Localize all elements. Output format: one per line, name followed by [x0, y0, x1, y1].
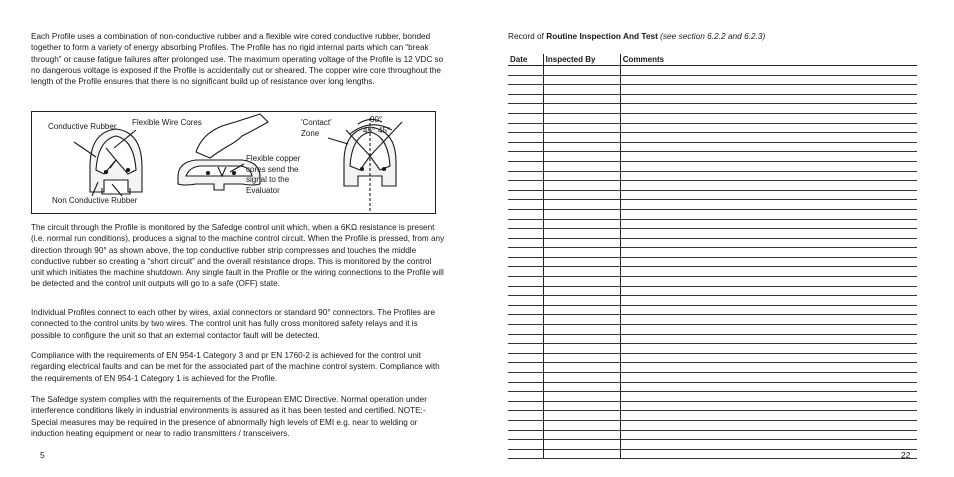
date-cell[interactable] [508, 219, 543, 229]
record-row[interactable] [508, 142, 917, 152]
inspected-by-cell[interactable] [543, 190, 620, 200]
date-cell[interactable] [508, 401, 543, 411]
record-row[interactable] [508, 420, 917, 430]
date-cell[interactable] [508, 420, 543, 430]
inspected-by-cell[interactable] [543, 85, 620, 95]
inspected-by-cell[interactable] [543, 315, 620, 325]
record-row[interactable] [508, 411, 917, 421]
comments-cell[interactable] [620, 123, 917, 133]
intro-paragraph [31, 31, 445, 87]
inspected-by-cell[interactable] [543, 334, 620, 344]
record-row[interactable] [508, 382, 917, 392]
label-conductive-rubber: Conductive Rubber [48, 122, 117, 131]
date-cell[interactable] [508, 113, 543, 123]
right-page [477, 0, 954, 477]
inspected-by-cell[interactable] [543, 325, 620, 335]
comments-cell[interactable] [620, 248, 917, 258]
date-cell[interactable] [508, 171, 543, 181]
record-row[interactable] [508, 229, 917, 239]
date-cell[interactable] [508, 181, 543, 191]
date-cell[interactable] [508, 344, 543, 354]
paragraph-emc: The Safedge system complies with the requirements of the European EMC Directive. Normal operation under interference conditions likely in industrial environments is assured as it has been tested and certified. NOTE:- Special measures may be required in the presence of abnormally high levels of EMI e.g. near to welding or induction heating equipment or near to radio transmitters / transceivers. [31, 395, 427, 438]
date-cell[interactable] [508, 152, 543, 162]
date-cell[interactable] [508, 133, 543, 143]
record-row[interactable] [508, 66, 917, 76]
comments-cell[interactable] [620, 277, 917, 287]
comments-cell[interactable] [620, 325, 917, 335]
date-cell[interactable] [508, 257, 543, 267]
comments-cell[interactable] [620, 200, 917, 210]
record-row[interactable] [508, 353, 917, 363]
record-row[interactable] [508, 123, 917, 133]
inspected-by-cell[interactable] [543, 411, 620, 421]
date-cell[interactable] [508, 353, 543, 363]
inspected-by-cell[interactable] [543, 200, 620, 210]
label-non-conductive-rubber: Non Conductive Rubber [52, 196, 138, 205]
date-cell[interactable] [508, 200, 543, 210]
comments-cell[interactable] [620, 363, 917, 373]
label-flexible-wire-cores: Flexible Wire Cores [132, 118, 202, 127]
record-row[interactable] [508, 219, 917, 229]
comments-cell[interactable] [620, 171, 917, 181]
record-row[interactable] [508, 440, 917, 450]
inspected-by-cell[interactable] [543, 133, 620, 143]
record-row[interactable] [508, 325, 917, 335]
date-cell[interactable] [508, 296, 543, 306]
inspected-by-cell[interactable] [543, 286, 620, 296]
paragraph-compliance: Compliance with the requirements of EN 954-1 Category 3 and pr EN 1760-2 is achieved for the control unit regarding electrical faults and can be met for the associated part of the machine control system. Compliance with the requirements of EN 954-1 Category 1 is achieved for the Profile. [31, 351, 440, 383]
title-prefix: Record of [508, 31, 547, 41]
date-cell[interactable] [508, 104, 543, 114]
comments-cell[interactable] [620, 229, 917, 239]
comments-cell[interactable] [620, 373, 917, 383]
comments-cell[interactable] [620, 152, 917, 162]
date-cell[interactable] [508, 229, 543, 239]
record-row[interactable] [508, 305, 917, 315]
inspected-by-cell[interactable] [543, 219, 620, 229]
comments-cell[interactable] [620, 382, 917, 392]
comments-cell[interactable] [620, 190, 917, 200]
comments-cell[interactable] [620, 334, 917, 344]
date-cell[interactable] [508, 238, 543, 248]
date-cell[interactable] [508, 267, 543, 277]
inspected-by-cell[interactable] [543, 161, 620, 171]
record-row[interactable] [508, 296, 917, 306]
column-header-date: Date [508, 54, 543, 66]
inspected-by-cell[interactable] [543, 123, 620, 133]
paragraph-profile-description: Each Profile uses a combination of non-conductive rubber and a flexible wire cored conductive rubber, bonded together to form a variety of energy absorbing Profiles. The Profile has no rigid internal parts which can “break through” or cause fatigue failures after prolonged use. The maximum operating voltage of the Profile is 12 VDC so no dangerous voltage is exposed if the Profile is accidentally cut or sheared. The copper wire core throughout the length of the Profile ensures that there is no significant build up of resistance over long lengths. [31, 32, 444, 87]
comments-cell[interactable] [620, 267, 917, 277]
comments-cell[interactable] [620, 94, 917, 104]
date-cell[interactable] [508, 334, 543, 344]
comments-cell[interactable] [620, 238, 917, 248]
date-cell[interactable] [508, 305, 543, 315]
circuit-paragraph [31, 222, 445, 290]
comments-cell[interactable] [620, 440, 917, 450]
connection-paragraph [31, 307, 445, 341]
inspected-by-cell[interactable] [543, 104, 620, 114]
date-cell[interactable] [508, 315, 543, 325]
comments-cell[interactable] [620, 315, 917, 325]
record-rows [508, 66, 917, 459]
profile-diagram [31, 111, 436, 214]
record-row[interactable] [508, 161, 917, 171]
title-italic: (see section 6.2.2 and 6.2.3) [660, 31, 766, 41]
record-row[interactable] [508, 181, 917, 191]
label-contact-zone: 'Contact' Zone [301, 118, 332, 138]
record-row[interactable] [508, 334, 917, 344]
record-row[interactable] [508, 190, 917, 200]
inspected-by-cell[interactable] [543, 392, 620, 402]
inspected-by-cell[interactable] [543, 373, 620, 383]
inspection-record-table [508, 54, 917, 459]
date-cell[interactable] [508, 449, 543, 459]
record-title [508, 31, 765, 41]
inspected-by-cell[interactable] [543, 94, 620, 104]
inspected-by-cell[interactable] [543, 257, 620, 267]
date-cell[interactable] [508, 277, 543, 287]
inspected-by-cell[interactable] [543, 238, 620, 248]
comments-cell[interactable] [620, 66, 917, 76]
date-cell[interactable] [508, 75, 543, 85]
date-cell[interactable] [508, 373, 543, 383]
inspected-by-cell[interactable] [543, 171, 620, 181]
inspected-by-cell[interactable] [543, 440, 620, 450]
record-row[interactable] [508, 113, 917, 123]
column-header-comments: Comments [620, 54, 917, 66]
label-angle-45-left: 45° [363, 126, 376, 135]
comments-cell[interactable] [620, 296, 917, 306]
record-row[interactable] [508, 238, 917, 248]
column-header-inspected-by: Inspected By [543, 54, 620, 66]
inspected-by-cell[interactable] [543, 344, 620, 354]
date-cell[interactable] [508, 209, 543, 219]
record-row[interactable] [508, 392, 917, 402]
record-row[interactable] [508, 267, 917, 277]
comments-cell[interactable] [620, 392, 917, 402]
record-row[interactable] [508, 315, 917, 325]
record-row[interactable] [508, 75, 917, 85]
comments-cell[interactable] [620, 209, 917, 219]
date-cell[interactable] [508, 392, 543, 402]
record-row[interactable] [508, 363, 917, 373]
record-row[interactable] [508, 85, 917, 95]
record-row[interactable] [508, 449, 917, 459]
comments-cell[interactable] [620, 85, 917, 95]
comments-cell[interactable] [620, 305, 917, 315]
comments-cell[interactable] [620, 142, 917, 152]
date-cell[interactable] [508, 190, 543, 200]
comments-cell[interactable] [620, 104, 917, 114]
inspected-by-cell[interactable] [543, 229, 620, 239]
inspected-by-cell[interactable] [543, 277, 620, 287]
inspected-by-cell[interactable] [543, 305, 620, 315]
comments-cell[interactable] [620, 430, 917, 440]
inspected-by-cell[interactable] [543, 401, 620, 411]
record-row[interactable] [508, 373, 917, 383]
label-angle-90: 90° [370, 115, 383, 124]
title-bold: Routine Inspection And Test [546, 31, 658, 41]
inspected-by-cell[interactable] [543, 353, 620, 363]
comments-cell[interactable] [620, 286, 917, 296]
date-cell[interactable] [508, 94, 543, 104]
paragraph-connections: Individual Profiles connect to each other by wires, axial connectors or standard 90° connectors. The Profiles are connected to the control units by two wires. The control unit has fully cross monitored safety relays and it is possible to configure the unit so that an external contactor fault will be detected. [31, 308, 436, 340]
inspected-by-cell[interactable] [543, 209, 620, 219]
inspected-by-cell[interactable] [543, 449, 620, 459]
inspected-by-cell[interactable] [543, 113, 620, 123]
inspected-by-cell[interactable] [543, 382, 620, 392]
record-row[interactable] [508, 200, 917, 210]
record-row[interactable] [508, 430, 917, 440]
comments-cell[interactable] [620, 449, 917, 459]
comments-cell[interactable] [620, 420, 917, 430]
record-row[interactable] [508, 401, 917, 411]
comments-cell[interactable] [620, 411, 917, 421]
record-row[interactable] [508, 277, 917, 287]
date-cell[interactable] [508, 363, 543, 373]
comments-cell[interactable] [620, 353, 917, 363]
comments-cell[interactable] [620, 113, 917, 123]
date-cell[interactable] [508, 66, 543, 76]
page-number-right: 22 [901, 450, 911, 460]
comments-cell[interactable] [620, 75, 917, 85]
comments-cell[interactable] [620, 344, 917, 354]
comments-cell[interactable] [620, 401, 917, 411]
paragraph-circuit-monitoring: The circuit through the Profile is monitored by the Safedge control unit which, when a 6KΩ resistance is present (i.e. normal run conditions), produces a signal to the machine control circuit. When the Profile is pressed, from any direction through 90° as shown above, the top conductive rubber strip compresses and touches the middle conductive rubber so creating a “short circuit” and the overall resistance drops. This is monitored by the control unit which initiates the machine shutdown. Any single fault in the Profile or the wiring connections to the Profile will be detected and the control unit outputs will go to a safe (OFF) state. [31, 223, 445, 289]
comments-cell[interactable] [620, 161, 917, 171]
record-row[interactable] [508, 94, 917, 104]
record-row[interactable] [508, 133, 917, 143]
inspected-by-cell[interactable] [543, 363, 620, 373]
inspected-by-cell[interactable] [543, 66, 620, 76]
comments-cell[interactable] [620, 219, 917, 229]
record-row[interactable] [508, 257, 917, 267]
date-cell[interactable] [508, 325, 543, 335]
comments-cell[interactable] [620, 133, 917, 143]
date-cell[interactable] [508, 142, 543, 152]
date-cell[interactable] [508, 440, 543, 450]
inspected-by-cell[interactable] [543, 296, 620, 306]
comments-cell[interactable] [620, 257, 917, 267]
record-row[interactable] [508, 104, 917, 114]
date-cell[interactable] [508, 382, 543, 392]
date-cell[interactable] [508, 85, 543, 95]
label-flexible-copper-cores: Flexible copper cores send the signal to the Evaluator [246, 154, 301, 195]
inspected-by-cell[interactable] [543, 267, 620, 277]
record-row[interactable] [508, 209, 917, 219]
date-cell[interactable] [508, 286, 543, 296]
label-angle-45-right: 45° [378, 126, 391, 135]
record-row[interactable] [508, 171, 917, 181]
date-cell[interactable] [508, 430, 543, 440]
date-cell[interactable] [508, 123, 543, 133]
date-cell[interactable] [508, 161, 543, 171]
compliance-paragraph [31, 350, 445, 384]
record-row[interactable] [508, 286, 917, 296]
inspected-by-cell[interactable] [543, 142, 620, 152]
inspected-by-cell[interactable] [543, 420, 620, 430]
inspected-by-cell[interactable] [543, 248, 620, 258]
page-number-left: 5 [40, 450, 45, 460]
emc-paragraph [31, 394, 445, 439]
inspected-by-cell[interactable] [543, 181, 620, 191]
record-row[interactable] [508, 344, 917, 354]
inspected-by-cell[interactable] [543, 75, 620, 85]
date-cell[interactable] [508, 411, 543, 421]
record-row[interactable] [508, 248, 917, 258]
inspected-by-cell[interactable] [543, 152, 620, 162]
inspected-by-cell[interactable] [543, 430, 620, 440]
record-row[interactable] [508, 152, 917, 162]
comments-cell[interactable] [620, 181, 917, 191]
date-cell[interactable] [508, 248, 543, 258]
